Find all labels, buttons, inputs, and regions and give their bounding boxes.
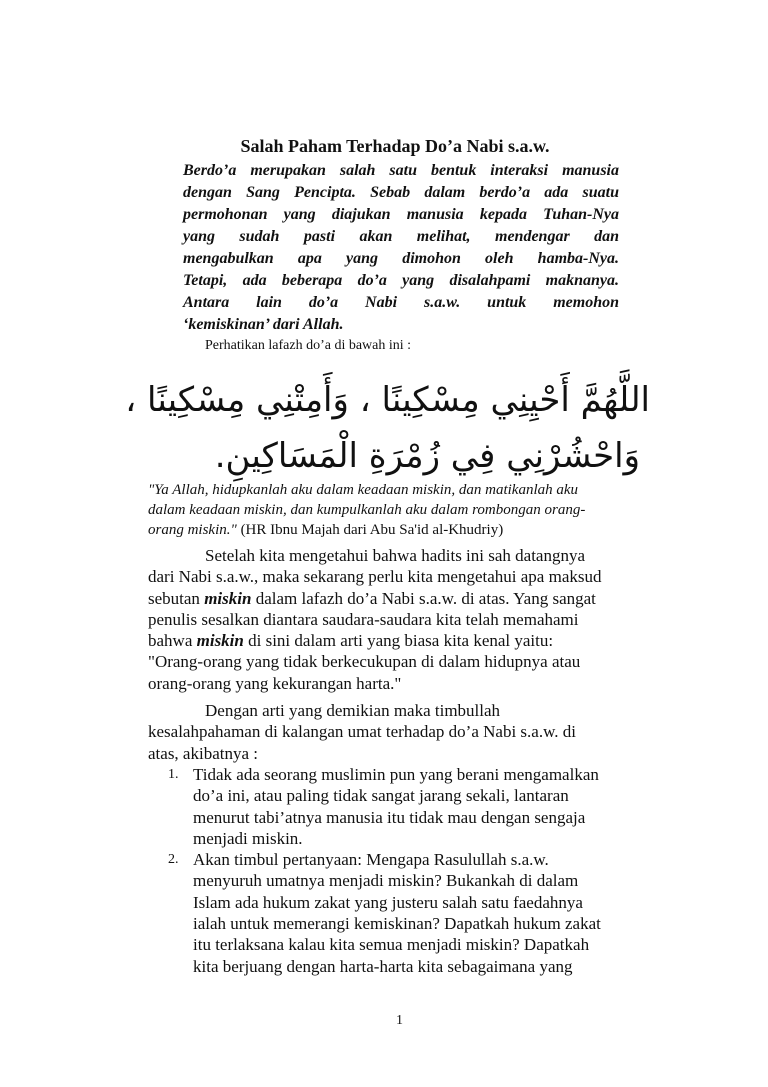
document-title: Salah Paham Terhadap Do’a Nabi s.a.w. [240,136,550,156]
translation-line [148,480,638,500]
translation [148,480,638,540]
list-item-line: Akan timbul pertanyaan: Mengapa Rasulullah s.a.w. [193,850,549,870]
text-run: sebutan [148,588,205,608]
abstract-line: Antara lain do’a Nabi s.a.w. untuk memohon [183,294,619,311]
paragraph-line: "Orang-orang yang tidak berkecukupan di dalam hidupnya atau [148,652,581,672]
paragraph-2 [148,700,648,764]
paragraph-line: penulis sesalkan diantara saudara-saudara kita telah memahami [148,609,579,629]
list-item-text [193,764,668,849]
list-item [148,849,668,977]
abstract-line: Berdo’a merupakan salah satu bentuk interaksi manusia [183,162,619,179]
abstract [183,160,619,336]
abstract-line: Tetapi, ada beberapa do’a yang disalahpami maknanya. [183,272,619,289]
paragraph-line: dari Nabi s.a.w., maka sekarang perlu kita mengetahui apa maksud [148,567,602,587]
list-item-text [193,849,668,977]
translation-text: "Ya Allah, hidupkanlah aku dalam keadaan miskin, dan matikanlah aku [148,482,579,498]
abstract-line: yang sudah pasti akan melihat, mendengar dan [183,228,619,245]
arabic-prayer-line-2: وَاحْشُرْنِي فِي زُمْرَةِ الْمَسَاكِينِ. [214,436,640,476]
numbered-list [148,764,668,977]
text-run: bahwa [148,631,197,651]
list-item-line: itu terlaksana kalau kita semua menjadi miskin? Dapatkah [193,935,590,955]
list-item-line: ialah untuk memerangi kemiskinan? Dapatkah hukum zakat [193,914,601,934]
abstract-line: mengabulkan apa yang dimohon oleh hamba-Nya. [183,250,619,267]
paragraph-line: Dengan arti yang demikian maka timbullah [205,701,501,720]
text-run: dalam lafazh do’a Nabi s.a.w. di atas. Yang sangat [251,588,596,608]
list-item [148,764,668,849]
list-item-line: menyuruh umatnya menjadi miskin? Bukankah di dalam [193,871,579,891]
paragraph-line [148,588,648,609]
paragraph-line: Setelah kita mengetahui bahwa hadits ini sah datangnya [205,546,586,565]
emphasis-word: miskin [196,631,244,651]
paragraph-line: orang-orang yang kekurangan harta." [148,673,402,693]
list-item-line: menjadi miskin. [193,828,303,848]
list-item-line: kita berjuang dengan harta-harta kita sebagaimana yang [193,956,573,976]
list-item-line: Islam ada hukum zakat yang justeru salah satu faedahnya [193,892,583,912]
translation-line [148,500,638,520]
paragraph-line: atas, akibatnya : [148,743,258,763]
abstract-line: ‘kemiskinan’ dari Allah. [183,316,344,333]
list-number: 2. [168,852,179,868]
arabic-prayer-line-1: اللَّهُمَّ أَحْيِنِي مِسْكِينًا ، وَأَمِتْنِي مِسْكِينًا ، [125,380,650,420]
translation-line [148,520,638,540]
paragraph-line: kesalahpahaman di kalangan umat terhadap do’a Nabi s.a.w. di [148,722,576,742]
abstract-line: dengan Sang Pencipta. Sebab dalam berdo’a ada suatu [183,184,619,201]
paragraph-1 [148,545,648,694]
intro-text: Perhatikan lafazh do’a di bawah ini : [205,338,412,353]
text-run: di sini dalam arti yang biasa kita kenal yaitu: [243,631,554,651]
page-number: 1 [396,1013,403,1028]
paragraph-line [148,630,648,651]
list-item-line: Tidak ada seorang muslimin pun yang berani mengamalkan [193,765,599,784]
hadith-source: (HR Ibnu Majah dari Abu Sa'id al-Khudriy) [236,522,504,538]
emphasis-word: miskin [204,588,252,608]
list-number: 1. [168,767,179,782]
list-item-line: menurut tabi’atnya manusia itu tidak mau dengan sengaja [193,807,586,827]
abstract-line: permohonan yang diajukan manusia kepada Tuhan-Nya [183,206,619,223]
list-item-line: do’a ini, atau paling tidak sangat jarang sekali, lantaran [193,786,569,806]
translation-text: dalam keadaan miskin, dan kumpulkanlah aku dalam rombongan orang- [148,502,586,518]
translation-text: orang miskin." [148,522,237,538]
